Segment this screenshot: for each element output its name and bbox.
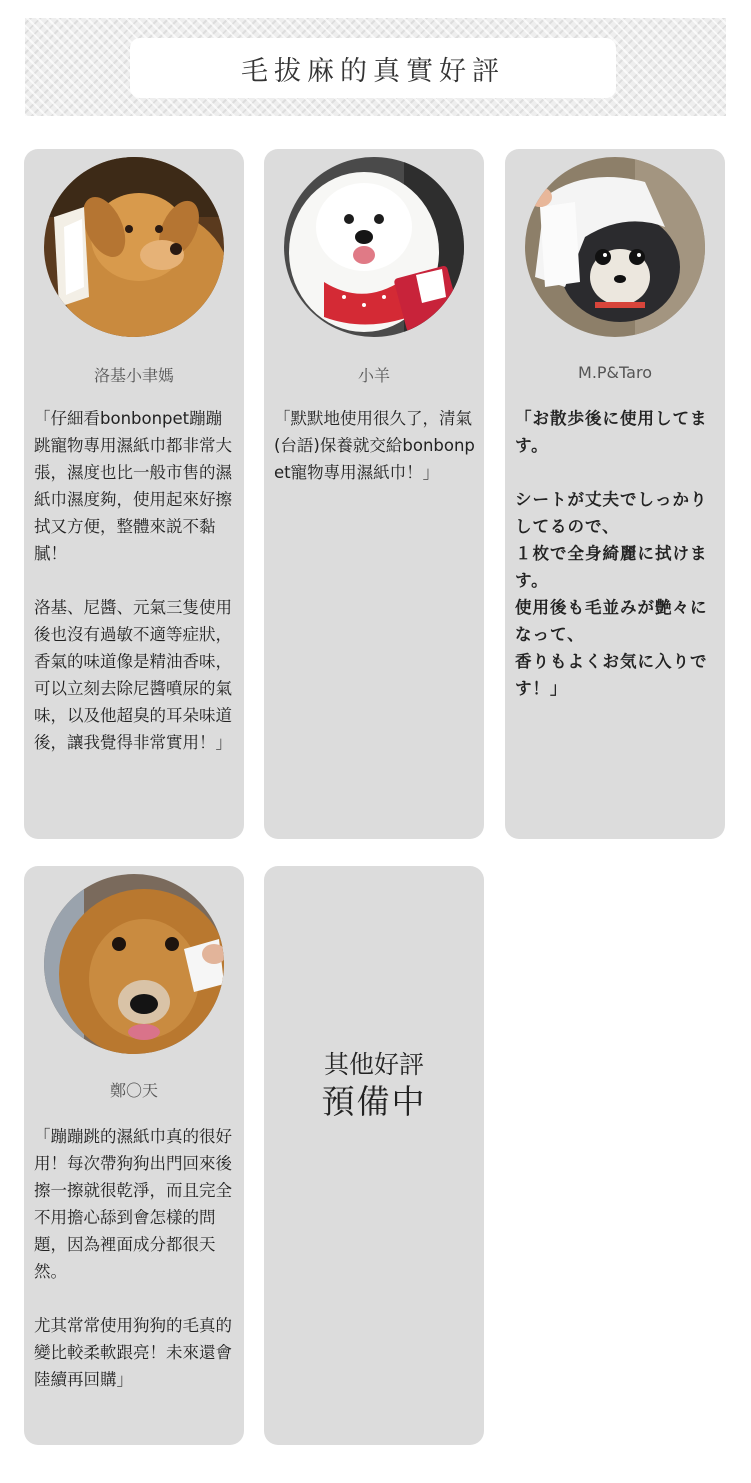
golden-retriever-photo-image (44, 157, 224, 337)
review-text: 「蹦蹦跳的濕紙巾真的很好用！每次帶狗狗出門回來後擦一擦就很乾淨，而且完全不用擔心舔到會怎樣的問題，因為裡面成分都很天然。 尤其常常使用狗狗的毛真的變比較柔軟跟亮！未來還會陸續再回購」 (34, 1127, 232, 1389)
reviewer-name: 鄭〇天 (109, 1081, 158, 1100)
review-text: 「仔細看bonbonpet蹦蹦跳寵物專用濕紙巾都非常大張，濕度也比一般市售的濕紙巾濕度夠，使用起來好擦拭又方便，整體來説不黏膩！ 洛基、尼醬、元氣三隻使用後也沒有過敏不適等症狀，香氣的味道像是精油香味，可以立刻去除尼醬噴尿的氣味，以及他超臭的耳朵味道後，讓我覺得非常實用！」 (34, 409, 232, 752)
page-title: 毛拔麻的真實好評 (241, 55, 505, 87)
reviewer-photo (44, 157, 224, 337)
golden-dog-wipe-photo-image (44, 874, 224, 1054)
reviewer-name: 小羊 (357, 366, 390, 385)
review-card (24, 866, 244, 1445)
review-text: 「默默地使用很久了，清氣(台語)保養就交給bonbonpet寵物專用濕紙巾！」 (274, 409, 475, 482)
reviewer-name: M.P&Taro (578, 363, 652, 382)
reviewer-photo (525, 157, 705, 337)
review-text: 「お散歩後に使用してます。 シートが丈夫でしっかりしてるので、 １枚で全身綺麗に拭けます。 使用後も毛並みが艶々になって、 香りもよくお気に入りです！」 (515, 409, 708, 698)
pending-message (264, 1048, 484, 1122)
pending-line-1: 其他好評 (323, 1050, 424, 1079)
header-banner (25, 18, 726, 116)
reviewer-name: 洛基小聿媽 (93, 366, 174, 385)
chihuahua-photo-image (525, 157, 705, 337)
reviewer-photo (284, 157, 464, 337)
title-box (130, 38, 616, 98)
samoyed-photo-image (284, 157, 464, 337)
pending-line-2: 預備中 (321, 1082, 427, 1121)
review-card (264, 149, 484, 839)
reviewer-photo (44, 874, 224, 1054)
review-card (505, 149, 725, 839)
review-card (24, 149, 244, 839)
pending-card (264, 866, 484, 1445)
